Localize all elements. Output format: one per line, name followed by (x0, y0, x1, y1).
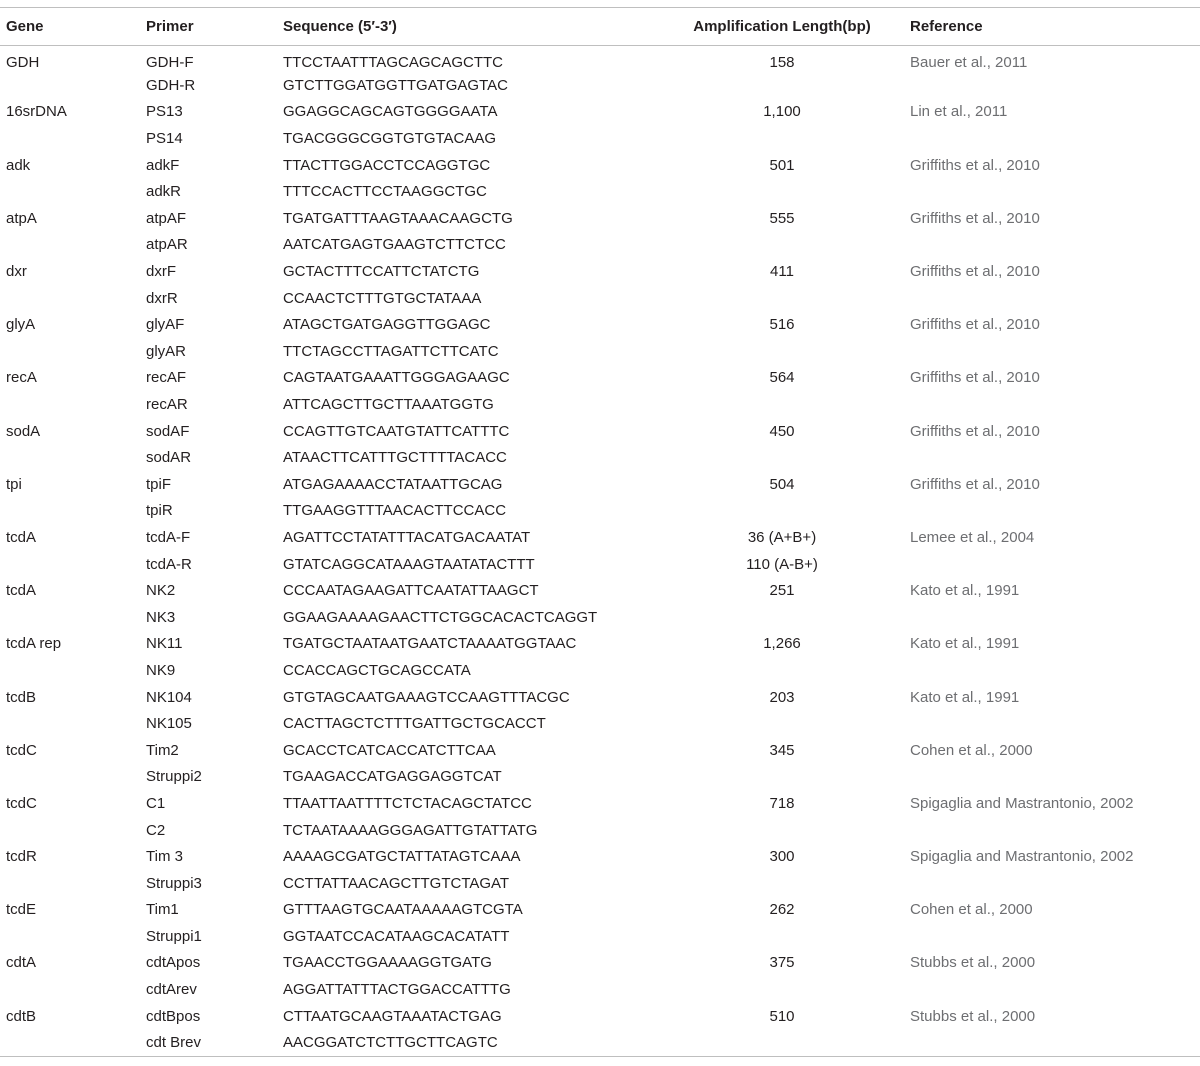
table-row (0, 577, 1200, 604)
cell-amplification-length: 450 (769, 422, 795, 440)
cell-primer: GDH-R (146, 76, 196, 94)
cell-sequence: TTTCCACTTCCTAAGGCTGC (283, 183, 487, 201)
table-row (0, 444, 1200, 471)
cell-gene: tpi (6, 475, 22, 493)
cell-reference (904, 710, 1200, 737)
cell-gene: tcdC (6, 741, 37, 759)
cell-sequence: CAGTAATGAAATTGGGAGAAGC (283, 369, 510, 387)
cell-gene: cdtB (6, 1007, 37, 1025)
table-row (0, 498, 1200, 525)
cell-amplification-length (660, 285, 904, 312)
cell-reference (904, 444, 1200, 471)
cell-primer: recAR (146, 396, 188, 414)
cell-sequence: GGAAGAAAAGAACTTCTGGCACACTCAGGT (283, 608, 598, 626)
column-header-primer: Primer (140, 8, 277, 46)
table-row (0, 657, 1200, 684)
cell-primer: glyAF (146, 316, 185, 334)
cell-primer: Struppi2 (146, 768, 202, 786)
table-header-row (0, 8, 1200, 46)
table-row (0, 923, 1200, 950)
cell-primer: recAF (146, 369, 187, 387)
table-row (0, 1003, 1200, 1030)
cell-sequence: GCTACTTTCCATTCTATCTG (283, 263, 480, 281)
cell-amplification-length (660, 498, 904, 525)
table-row (0, 418, 1200, 445)
cell-reference (904, 923, 1200, 950)
cell-gene (0, 604, 140, 631)
cell-sequence: AATCATGAGTGAAGTCTTCTCC (283, 236, 506, 254)
cell-amplification-length (660, 870, 904, 897)
table-row (0, 99, 1200, 126)
cell-amplification-length (660, 178, 904, 205)
cell-amplification-length: 504 (769, 475, 795, 493)
table-row (0, 205, 1200, 232)
cell-primer: NK9 (146, 661, 176, 679)
cell-sequence: GGAGGCAGCAGTGGGGAATA (283, 103, 498, 121)
cell-reference: Griffiths et al., 2010 (910, 209, 1040, 227)
cell-gene: cdtA (6, 954, 37, 972)
cell-sequence: TGAAGACCATGAGGAGGTCAT (283, 768, 502, 786)
column-header-reference: Reference (904, 8, 1200, 46)
cell-amplification-length (660, 976, 904, 1003)
table-row (0, 1029, 1200, 1056)
cell-gene (0, 125, 140, 152)
cell-amplification-length: 300 (769, 848, 795, 866)
cell-gene (0, 976, 140, 1003)
table-row (0, 46, 1200, 73)
cell-gene (0, 285, 140, 312)
cell-primer: dxrR (146, 289, 178, 307)
cell-reference: Kato et al., 1991 (910, 582, 1020, 600)
cell-gene (0, 923, 140, 950)
cell-amplification-length: 718 (769, 794, 795, 812)
cell-gene (0, 444, 140, 471)
table-row (0, 817, 1200, 844)
cell-primer: Tim2 (146, 741, 179, 759)
cell-primer: PS14 (146, 130, 183, 148)
cell-gene (0, 338, 140, 365)
table-body (0, 46, 1200, 1057)
cell-gene: tcdB (6, 688, 37, 706)
cell-amplification-length: 345 (769, 741, 795, 759)
table-row (0, 710, 1200, 737)
cell-primer: C1 (146, 794, 166, 812)
cell-amplification-length: 203 (769, 688, 795, 706)
table-row (0, 631, 1200, 658)
cell-reference: Stubbs et al., 2000 (910, 1007, 1036, 1025)
cell-amplification-length (660, 125, 904, 152)
cell-sequence: ATAGCTGATGAGGTTGGAGC (283, 316, 491, 334)
cell-amplification-length: 516 (769, 316, 795, 334)
cell-gene: atpA (6, 209, 37, 227)
cell-reference (904, 338, 1200, 365)
cell-amplification-length (660, 338, 904, 365)
cell-gene: 16srDNA (6, 103, 67, 121)
cell-sequence: TTAATTAATTTTCTCTACAGCTATCC (283, 794, 532, 812)
cell-gene: recA (6, 369, 37, 387)
cell-gene (0, 710, 140, 737)
cell-primer: NK105 (146, 715, 192, 733)
cell-primer: Struppi3 (146, 874, 202, 892)
cell-reference (904, 232, 1200, 259)
cell-amplification-length (660, 604, 904, 631)
table-row (0, 684, 1200, 711)
table-row (0, 870, 1200, 897)
primer-table (0, 7, 1200, 1057)
column-header-sequence: Sequence (5′-3′) (277, 8, 660, 46)
cell-primer: adkR (146, 183, 182, 201)
cell-primer: cdt Brev (140, 1029, 277, 1056)
table-row (0, 843, 1200, 870)
table-row (0, 897, 1200, 924)
cell-reference: Griffiths et al., 2010 (910, 156, 1040, 174)
cell-primer: sodAR (146, 449, 192, 467)
table-row (0, 285, 1200, 312)
table-row (0, 311, 1200, 338)
cell-sequence: AGATTCCTATATTTACATGACAATAT (283, 528, 531, 546)
cell-primer: tpiF (146, 475, 172, 493)
cell-reference (904, 285, 1200, 312)
cell-amplification-length (660, 1029, 904, 1056)
table-row (0, 72, 1200, 99)
table-row (0, 178, 1200, 205)
cell-amplification-length: 1,266 (763, 635, 801, 653)
table-row (0, 790, 1200, 817)
cell-sequence: CACTTAGCTCTTTGATTGCTGCACCT (283, 715, 546, 733)
cell-reference (904, 72, 1200, 99)
cell-primer: PS13 (146, 103, 183, 121)
cell-gene (0, 178, 140, 205)
cell-sequence: ATAACTTCATTTGCTTTTACACC (283, 449, 507, 467)
cell-sequence: CCCAATAGAAGATTCAATATTAAGCT (283, 582, 539, 600)
cell-sequence: GTTTAAGTGCAATAAAAAGTCGTA (283, 901, 523, 919)
cell-sequence: TCTAATAAAAGGGAGATTGTATTATG (283, 821, 538, 839)
cell-amplification-length: 1,100 (763, 103, 801, 121)
cell-gene (0, 817, 140, 844)
cell-gene (0, 870, 140, 897)
table-row (0, 524, 1200, 551)
cell-amplification-length: 158 (769, 53, 795, 71)
cell-sequence: GGTAATCCACATAAGCACATATT (283, 927, 510, 945)
table-row (0, 737, 1200, 764)
cell-reference (904, 178, 1200, 205)
cell-amplification-length: 564 (769, 369, 795, 387)
cell-primer: NK104 (146, 688, 192, 706)
cell-gene: tcdA rep (6, 635, 62, 653)
cell-amplification-length: 510 (769, 1007, 795, 1025)
cell-reference: Stubbs et al., 2000 (910, 954, 1036, 972)
table-row (0, 365, 1200, 392)
column-header-gene: Gene (0, 8, 140, 46)
cell-primer: GDH-F (146, 53, 194, 71)
cell-reference (904, 604, 1200, 631)
cell-gene: tcdR (6, 848, 37, 866)
table-row (0, 471, 1200, 498)
cell-reference: Griffiths et al., 2010 (910, 475, 1040, 493)
cell-gene: tcdA (6, 528, 37, 546)
cell-amplification-length (660, 657, 904, 684)
cell-primer: Tim 3 (146, 848, 183, 866)
cell-primer: NK11 (146, 635, 183, 653)
cell-amplification-length (660, 232, 904, 259)
table-row (0, 391, 1200, 418)
cell-amplification-length (660, 764, 904, 791)
cell-reference: Griffiths et al., 2010 (910, 316, 1040, 334)
cell-gene: glyA (6, 316, 36, 334)
cell-primer: tcdA-F (146, 528, 191, 546)
cell-gene: sodA (6, 422, 41, 440)
cell-primer: glyAR (146, 342, 187, 360)
cell-gene (0, 72, 140, 99)
cell-reference (904, 551, 1200, 578)
table-row (0, 764, 1200, 791)
cell-reference: Bauer et al., 2011 (910, 53, 1028, 71)
cell-amplification-length (660, 710, 904, 737)
cell-gene: GDH (6, 53, 40, 71)
table-row (0, 950, 1200, 977)
cell-reference: Cohen et al., 2000 (910, 741, 1033, 759)
cell-amplification-length (660, 72, 904, 99)
cell-gene: dxr (6, 263, 27, 281)
table-row (0, 152, 1200, 179)
column-header-amplification-length: Amplification Length(bp) (660, 8, 904, 46)
cell-primer: cdtArev (146, 981, 197, 999)
cell-amplification-length: 262 (769, 901, 795, 919)
cell-sequence: GCACCTCATCACCATCTTCAA (283, 741, 496, 759)
table-row (0, 258, 1200, 285)
cell-primer: Tim1 (146, 901, 179, 919)
cell-gene (0, 764, 140, 791)
cell-reference: Spigaglia and Mastrantonio, 2002 (910, 848, 1134, 866)
cell-sequence: CCACCAGCTGCAGCCATA (283, 661, 471, 679)
cell-sequence: TTCTAGCCTTAGATTCTTCATC (283, 342, 499, 360)
cell-sequence: CCAACTCTTTGTGCTATAAA (283, 289, 482, 307)
cell-gene (0, 1029, 140, 1056)
cell-gene (0, 498, 140, 525)
cell-gene (0, 657, 140, 684)
cell-gene (0, 232, 140, 259)
cell-amplification-length: 555 (769, 209, 795, 227)
cell-reference: Kato et al., 1991 (910, 635, 1020, 653)
cell-sequence: TGATGATTTAAGTAAACAAGCTG (283, 209, 513, 227)
cell-primer: NK3 (146, 608, 176, 626)
cell-amplification-length: 501 (769, 156, 795, 174)
cell-sequence: GTCTTGGATGGTTGATGAGTAC (283, 76, 508, 94)
cell-sequence: CCAGTTGTCAATGTATTCATTTC (283, 422, 510, 440)
cell-reference: Griffiths et al., 2010 (910, 422, 1040, 440)
cell-sequence: AGGATTATTTACTGGACCATTTG (283, 981, 511, 999)
cell-primer: dxrF (146, 263, 176, 281)
cell-primer: cdtBpos (146, 1007, 201, 1025)
cell-primer: adkF (146, 156, 180, 174)
cell-sequence: TGACGGGCGGTGTGTACAAG (283, 130, 497, 148)
cell-primer: C2 (146, 821, 166, 839)
cell-primer: tpiR (146, 502, 173, 520)
cell-sequence: TTGAAGGTTTAACACTTCCACC (283, 502, 507, 520)
cell-amplification-length: 251 (769, 582, 795, 600)
cell-amplification-length: 36 (A+B+) (747, 528, 817, 546)
cell-amplification-length (660, 923, 904, 950)
table-row (0, 338, 1200, 365)
cell-gene (0, 391, 140, 418)
cell-sequence: AACGGATCTCTTGCTTCAGTC (277, 1029, 660, 1056)
cell-sequence: CCTTATTAACAGCTTGTCTAGAT (283, 874, 510, 892)
cell-primer: tcdA-R (146, 555, 192, 573)
cell-gene: tcdE (6, 901, 37, 919)
cell-amplification-length: 110 (A-B+) (746, 555, 818, 573)
cell-reference (904, 976, 1200, 1003)
cell-sequence: ATGAGAAAACCTATAATTGCAG (283, 475, 503, 493)
cell-primer: cdtApos (146, 954, 201, 972)
cell-amplification-length (660, 391, 904, 418)
cell-sequence: TTCCTAATTTAGCAGCAGCTTC (283, 53, 503, 71)
table-row (0, 551, 1200, 578)
cell-primer: atpAR (146, 236, 188, 254)
cell-reference: Griffiths et al., 2010 (910, 263, 1040, 281)
cell-reference (904, 1029, 1200, 1056)
table-row (0, 604, 1200, 631)
cell-sequence: TGAACCTGGAAAAGGTGATG (283, 954, 492, 972)
cell-amplification-length: 411 (770, 263, 794, 281)
cell-reference: Lin et al., 2011 (910, 103, 1008, 121)
cell-reference (904, 391, 1200, 418)
cell-sequence: AAAAGCGATGCTATTATAGTCAAA (283, 848, 521, 866)
cell-sequence: TGATGCTAATAATGAATCTAAAATGGTAAC (283, 635, 577, 653)
table-row (0, 232, 1200, 259)
cell-amplification-length: 375 (769, 954, 795, 972)
cell-sequence: GTGTAGCAATGAAAGTCCAAGTTTACGC (283, 688, 570, 706)
cell-sequence: CTTAATGCAAGTAAATACTGAG (283, 1007, 502, 1025)
cell-primer: NK2 (146, 582, 176, 600)
cell-primer: sodAF (146, 422, 190, 440)
cell-sequence: TTACTTGGACCTCCAGGTGC (283, 156, 491, 174)
cell-reference (904, 657, 1200, 684)
cell-sequence: ATTCAGCTTGCTTAAATGGTG (283, 396, 494, 414)
cell-reference: Cohen et al., 2000 (910, 901, 1033, 919)
cell-reference (904, 498, 1200, 525)
cell-reference: Kato et al., 1991 (910, 688, 1020, 706)
cell-gene: adk (6, 156, 31, 174)
cell-reference (904, 817, 1200, 844)
cell-reference: Spigaglia and Mastrantonio, 2002 (910, 794, 1134, 812)
cell-reference (904, 870, 1200, 897)
table-row (0, 976, 1200, 1003)
cell-primer: Struppi1 (146, 927, 202, 945)
cell-primer: atpAF (146, 209, 187, 227)
table-row (0, 125, 1200, 152)
cell-reference (904, 764, 1200, 791)
cell-reference (904, 125, 1200, 152)
cell-amplification-length (660, 444, 904, 471)
cell-amplification-length (660, 817, 904, 844)
cell-gene: tcdC (6, 794, 37, 812)
cell-reference: Lemee et al., 2004 (910, 528, 1035, 546)
cell-gene (0, 551, 140, 578)
cell-sequence: GTATCAGGCATAAAGTAATATACTTT (283, 555, 535, 573)
cell-gene: tcdA (6, 582, 37, 600)
cell-reference: Griffiths et al., 2010 (910, 369, 1040, 387)
